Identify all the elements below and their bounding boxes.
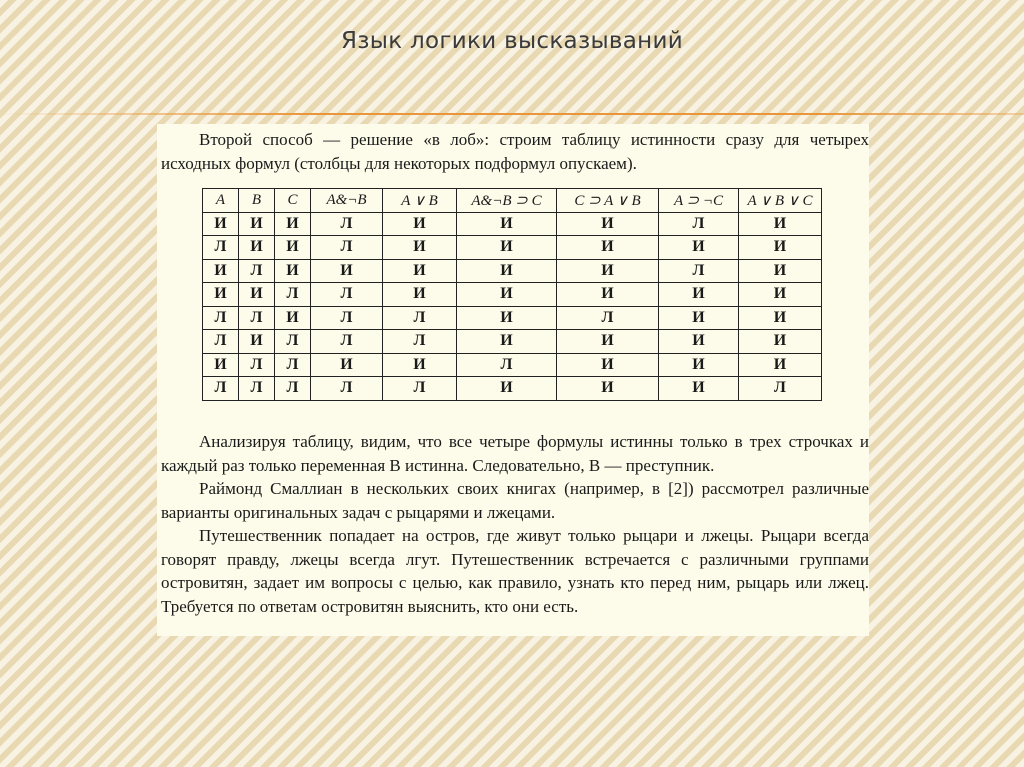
table-cell: Л: [203, 377, 239, 401]
table-cell: Л: [311, 377, 383, 401]
table-row: [203, 377, 822, 401]
table-cell: И: [557, 330, 659, 354]
table-cell: И: [457, 259, 557, 283]
table-cell: Л: [275, 353, 311, 377]
table-cell: Л: [275, 330, 311, 354]
table-cell: И: [739, 236, 822, 260]
title-divider: [0, 113, 1024, 115]
table-cell: И: [659, 306, 739, 330]
table-cell: И: [203, 259, 239, 283]
table-cell: Л: [275, 377, 311, 401]
header-cell: A ∨ B ∨ C: [739, 189, 822, 213]
paragraph-analysis: Анализируя таблицу, видим, что все четыре формулы истинны только в трех строчках и каждый раз только переменная B истинна. Следовательно, B — преступник.: [161, 432, 869, 475]
table-cell: И: [659, 236, 739, 260]
table-cell: И: [203, 212, 239, 236]
header-cell: C ⊃ A ∨ B: [557, 189, 659, 213]
table-cell: Л: [311, 236, 383, 260]
table-cell: И: [557, 212, 659, 236]
table-cell: И: [383, 353, 457, 377]
table-cell: И: [239, 330, 275, 354]
table-cell: И: [659, 377, 739, 401]
table-cell: Л: [383, 330, 457, 354]
table-cell: Л: [311, 330, 383, 354]
header-cell: A&¬B: [311, 189, 383, 213]
table-cell: И: [739, 283, 822, 307]
paragraph-method: Второй способ — решение «в лоб»: строим таблицу истинности сразу для четырех исходных формул (столбцы для некоторых подформул опускаем).: [161, 130, 869, 173]
table-cell: И: [239, 212, 275, 236]
truth-table: [202, 188, 822, 401]
table-cell: И: [203, 283, 239, 307]
table-cell: И: [739, 306, 822, 330]
table-cell: И: [383, 283, 457, 307]
header-cell: A&¬B ⊃ C: [457, 189, 557, 213]
table-row: [203, 259, 822, 283]
header-cell: C: [275, 189, 311, 213]
table-cell: И: [239, 236, 275, 260]
table-cell: И: [457, 306, 557, 330]
header-cell: A ∨ B: [383, 189, 457, 213]
table-cell: И: [557, 236, 659, 260]
table-cell: И: [239, 283, 275, 307]
table-cell: И: [275, 259, 311, 283]
table-cell: И: [557, 283, 659, 307]
table-body: [203, 212, 822, 400]
table-cell: Л: [311, 283, 383, 307]
table-cell: Л: [659, 259, 739, 283]
table-cell: Л: [239, 377, 275, 401]
table-cell: И: [739, 212, 822, 236]
table-cell: И: [659, 330, 739, 354]
table-cell: И: [383, 236, 457, 260]
table-header-row: [203, 189, 822, 213]
table-row: [203, 353, 822, 377]
table-cell: И: [457, 283, 557, 307]
table-cell: И: [275, 306, 311, 330]
table-cell: Л: [557, 306, 659, 330]
table-cell: И: [557, 259, 659, 283]
table-cell: Л: [457, 353, 557, 377]
header-cell: B: [239, 189, 275, 213]
table-cell: Л: [203, 236, 239, 260]
table-cell: И: [457, 330, 557, 354]
table-row: [203, 212, 822, 236]
table-cell: Л: [659, 212, 739, 236]
table-cell: Л: [203, 330, 239, 354]
header-cell: A ⊃ ¬C: [659, 189, 739, 213]
table-cell: И: [457, 377, 557, 401]
table-cell: Л: [311, 306, 383, 330]
table-cell: Л: [239, 306, 275, 330]
table-cell: И: [275, 212, 311, 236]
table-cell: И: [659, 353, 739, 377]
table-row: [203, 330, 822, 354]
table-cell: И: [275, 236, 311, 260]
table-cell: Л: [383, 306, 457, 330]
table-cell: Л: [239, 259, 275, 283]
slide-title: Язык логики высказываний: [340, 28, 684, 54]
table-cell: И: [203, 353, 239, 377]
table-cell: Л: [311, 212, 383, 236]
table-cell: И: [383, 212, 457, 236]
table-cell: И: [659, 283, 739, 307]
table-cell: Л: [739, 377, 822, 401]
table-cell: И: [383, 259, 457, 283]
book-page-image: [157, 124, 869, 636]
table-row: [203, 306, 822, 330]
paragraph-traveler: Путешественник попадает на остров, где живут только рыцари и лжецы. Рыцари всегда говорят правду, лжецы всегда лгут. Путешественник встречается с различными группами островитян, задает им вопросы с целью, как правило, узнать кто перед ним, рыцарь или лжец. Требуется по ответам островитян выяснить, кто они есть.: [161, 526, 869, 616]
table-cell: И: [557, 377, 659, 401]
table-cell: И: [739, 353, 822, 377]
table-cell: И: [311, 353, 383, 377]
table-cell: И: [557, 353, 659, 377]
table-cell: Л: [275, 283, 311, 307]
table-cell: И: [739, 330, 822, 354]
header-cell: A: [203, 189, 239, 213]
table-cell: И: [457, 212, 557, 236]
table-cell: И: [739, 259, 822, 283]
paragraph-smullyan: Раймонд Смаллиан в нескольких своих книгах (например, в [2]) рассмотрел различные варианты оригинальных задач с рыцарями и лжецами.: [161, 479, 869, 522]
table-cell: И: [457, 236, 557, 260]
table-cell: И: [311, 259, 383, 283]
table-row: [203, 236, 822, 260]
table-cell: Л: [383, 377, 457, 401]
table-row: [203, 283, 822, 307]
table-cell: Л: [203, 306, 239, 330]
table-cell: Л: [239, 353, 275, 377]
